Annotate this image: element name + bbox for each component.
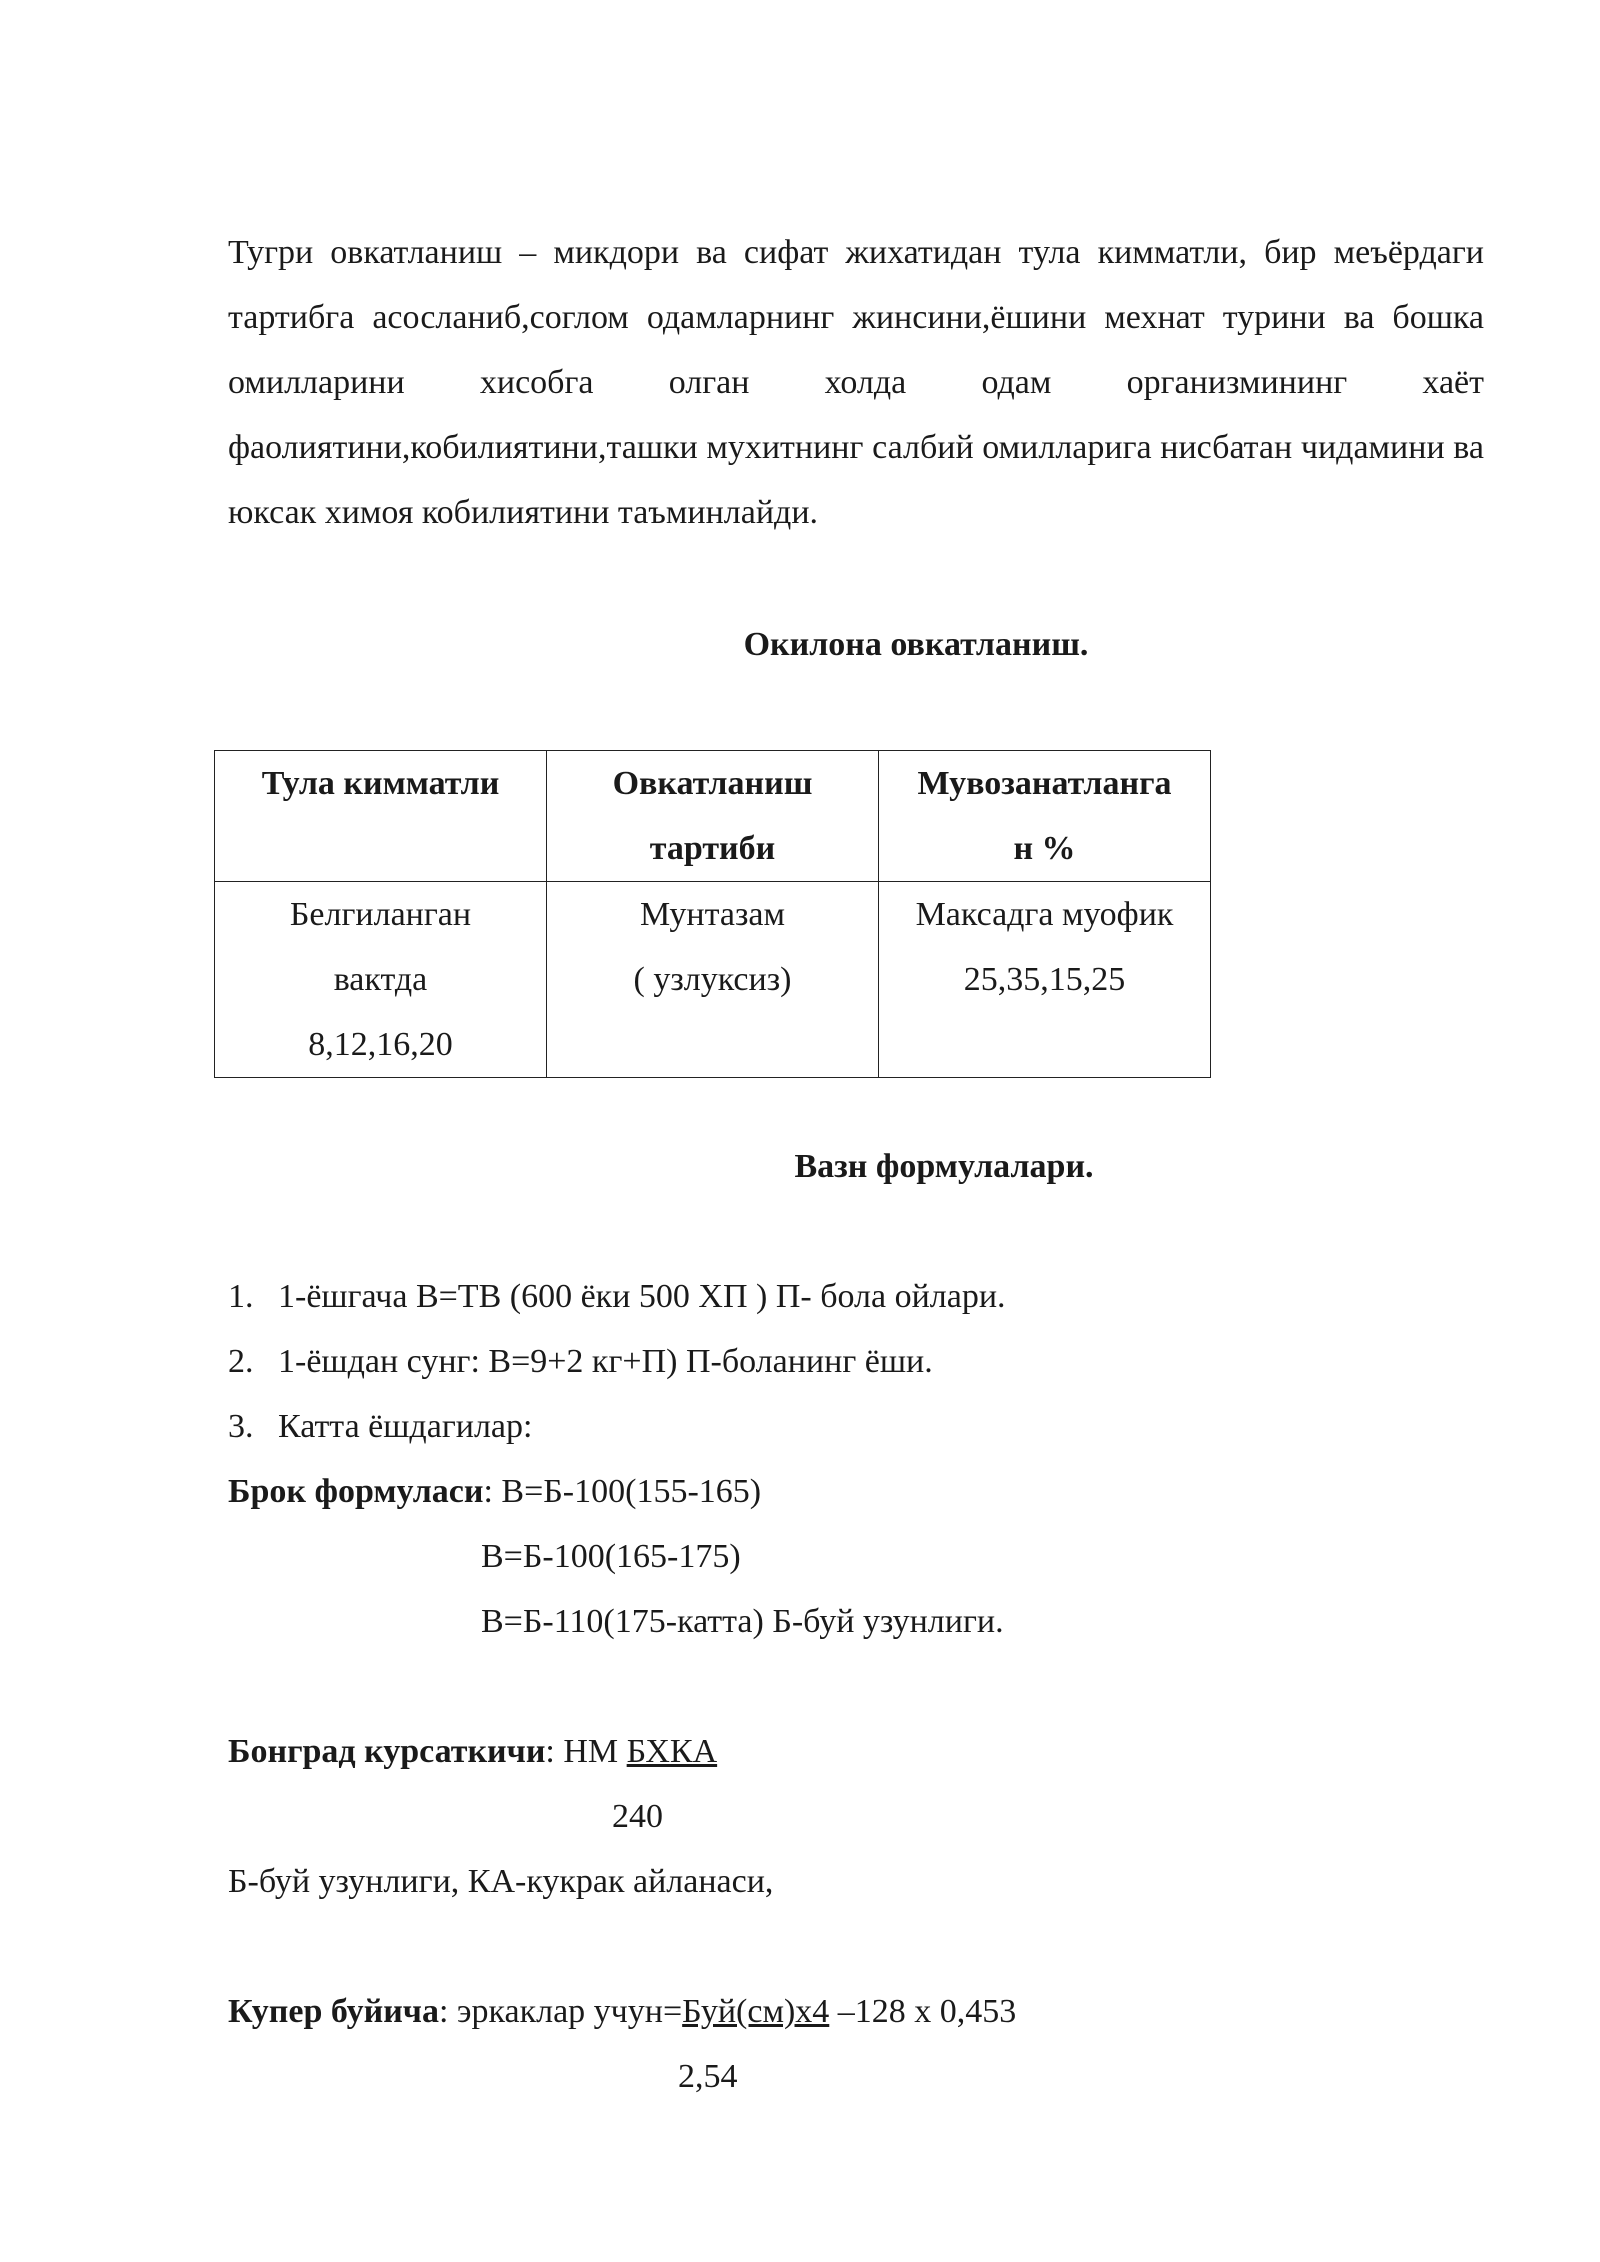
table-cell: Максадга муофик 25,35,15,25	[879, 882, 1211, 1078]
bongrad-numerator: БХКА	[626, 1733, 718, 1770]
bongrad-denominator: 240	[612, 1798, 663, 1835]
brok-formula-3: В=Б-110(175-катта) Б-буй узунлиги.	[481, 1603, 1004, 1640]
table-header-cell: Овкатланиш тартиби	[547, 751, 879, 882]
table-cell: Мунтазам ( узлуксиз)	[547, 882, 879, 1078]
kuper-numerator: Буй(см)х4	[682, 1993, 830, 2030]
bongrad-line: Бонград курсаткичи: НМ БХКА	[228, 1733, 718, 1770]
kuper-line: Купер буйича: эркаклар учун=Буй(см)х4 –128 х 0,453	[228, 1993, 1017, 2030]
nutrition-table	[214, 750, 1211, 1078]
kuper-label: Купер буйича	[228, 1993, 439, 2030]
bongrad-note: Б-буй узунлиги, КА-кукрак айланаси,	[228, 1863, 774, 1900]
intro-paragraph: Тугри овкатланиш – микдори ва сифат жихатидан тула кимматли, бир меъёрдаги тартибга асосланиб,соглом одамларнинг жинсини,ёшини мехнат турини ва бошка омилларини хисобга олган холда одам организмининг хаёт фаолиятини,кобилиятини,ташки мухитнинг салбий омилларига нисбатан чидамини ва юксак химоя кобилиятини таъминлайди.	[228, 234, 1484, 531]
table-header-cell: Тула кимматли	[215, 751, 547, 882]
list-item: 1. 1-ёшгача В=ТВ (600 ёки 500 ХП ) П- бола ойлари.	[228, 1278, 1006, 1315]
section-heading-rational-nutrition: Окилона овкатланиш.	[743, 626, 1089, 663]
bongrad-label: Бонград курсаткичи	[228, 1733, 546, 1770]
list-item: 3. Катта ёшдагилар:	[228, 1408, 533, 1445]
table-row	[215, 882, 1211, 1078]
table-cell: Белгиланган вактда 8,12,16,20	[215, 882, 547, 1078]
table-header-cell: Мувозанатланга н %	[879, 751, 1211, 882]
brok-formula-line: Брок формуласи: В=Б-100(155-165)	[228, 1473, 762, 1510]
brok-formula-label: Брок формуласи	[228, 1473, 484, 1510]
kuper-denominator: 2,54	[678, 2058, 738, 2095]
formula-list	[228, 1264, 1006, 1459]
list-item: 2. 1-ёшдан сунг: В=9+2 кг+П) П-боланинг ёши.	[228, 1343, 933, 1380]
section-heading-weight-formulas: Вазн формулалари.	[794, 1148, 1094, 1185]
table-header-row	[215, 751, 1211, 882]
brok-formula-1: В=Б-100(155-165)	[501, 1473, 762, 1510]
brok-formula-2: В=Б-100(165-175)	[481, 1538, 741, 1575]
